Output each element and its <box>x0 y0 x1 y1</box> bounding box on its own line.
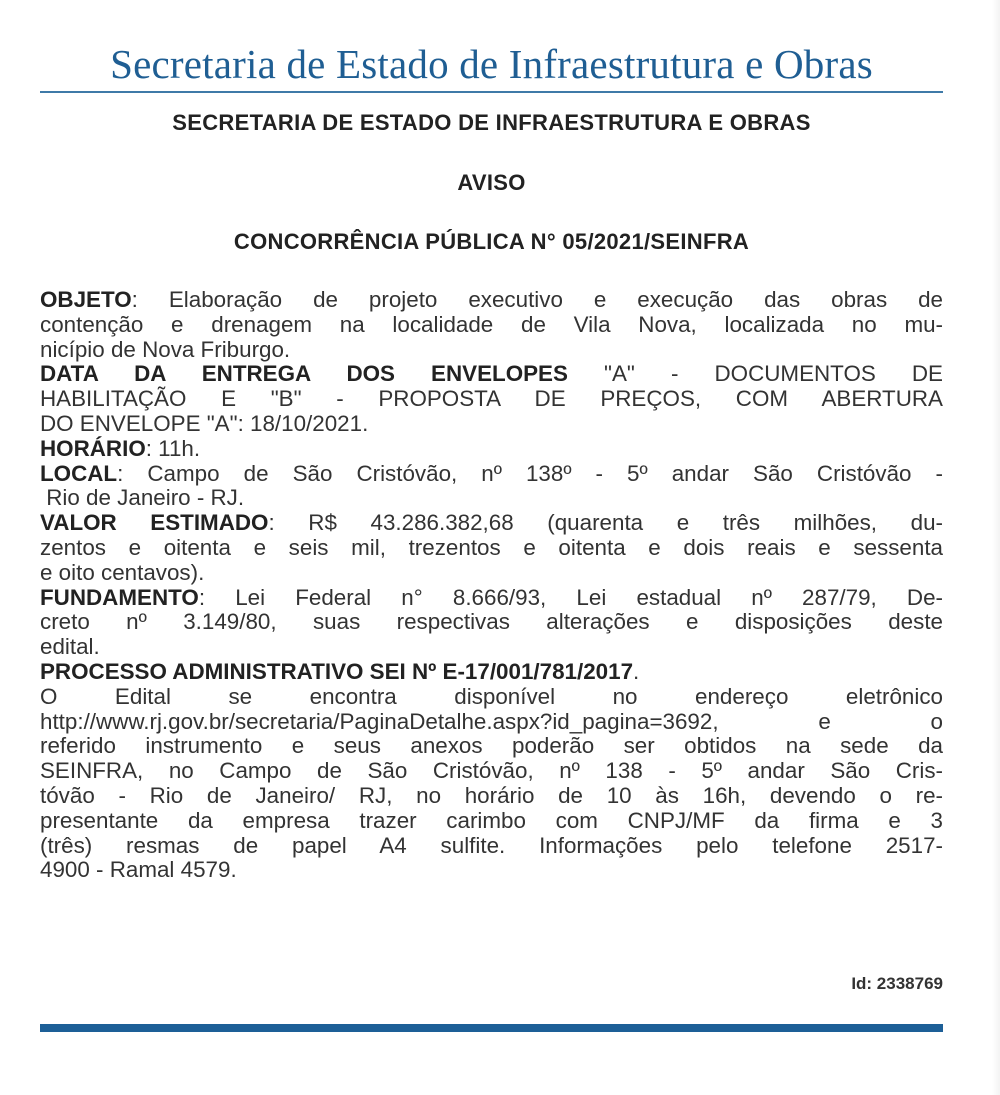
edital-line-5: tóvão - Rio de Janeiro/ RJ, no horário de 10 às 16h, devendo o re- <box>40 782 943 808</box>
masthead-title: Secretaria de Estado de Infraestrutura e Obras <box>110 41 873 87</box>
data-entrega-line-2: HABILITAÇÃO E "B" - PROPOSTA DE PREÇOS, COM ABERTURA <box>40 386 943 412</box>
masthead-divider <box>40 91 943 93</box>
local-line-1: LOCAL: Campo de São Cristóvão, nº 138º - 5º andar São Cristóvão - <box>40 460 943 486</box>
horario-label: HORÁRIO <box>40 435 146 461</box>
procurement-heading: CONCORRÊNCIA PÚBLICA N° 05/2021/SEINFRA <box>233 229 750 254</box>
processo-label: PROCESSO ADMINISTRATIVO SEI Nº E-17/001/781/2017 <box>40 658 634 684</box>
objeto-line-2: contenção e drenagem na localidade de Vila Nova, localizada no mu- <box>40 311 943 337</box>
edital-line-8: 4900 - Ramal 4579. <box>40 857 237 883</box>
edital-line-6: presentante da empresa trazer carimbo com CNPJ/MF da firma e 3 <box>40 807 943 833</box>
notice-type-heading: AVISO <box>457 170 526 195</box>
edital-line-7: (três) resmas de papel A4 sulfite. Informações pelo telefone 2517- <box>40 832 943 858</box>
footer-divider <box>40 1024 943 1032</box>
agency-heading: SECRETARIA DE ESTADO DE INFRAESTRUTURA E OBRAS <box>172 110 811 135</box>
valor-label: VALOR ESTIMADO <box>40 510 269 536</box>
notice-body <box>40 288 943 883</box>
edital-line-3: referido instrumento e seus anexos poderão ser obtidos na sede da <box>40 733 943 759</box>
valor-line-1: VALOR ESTIMADO: R$ 43.286.382,68 (quarenta e três milhões, du- <box>40 510 943 536</box>
edital-url-line: http://www.rj.gov.br/secretaria/PaginaDetalhe.aspx?id_pagina=3692, e o <box>40 708 943 734</box>
objeto-line-3: nicípio de Nova Friburgo. <box>40 336 291 362</box>
valor-line-2: zentos e oitenta e seis mil, trezentos e oitenta e dois reais e sessenta <box>40 534 943 560</box>
fundamento-line-3: edital. <box>40 634 100 660</box>
edital-line-4: SEINFRA, no Campo de São Cristóvão, nº 138 - 5º andar São Cris- <box>40 758 943 784</box>
fundamento-line-2: creto nº 3.149/80, suas respectivas alterações e disposições deste <box>40 609 943 635</box>
masthead <box>40 38 943 93</box>
processo-line: PROCESSO ADMINISTRATIVO SEI Nº E-17/001/781/2017. <box>40 658 640 684</box>
objeto-line-1: OBJETO: Elaboração de projeto executivo e execução das obras de <box>40 287 943 312</box>
data-entrega-line-1: DATA DA ENTREGA DOS ENVELOPES "A" - DOCUMENTOS DE <box>40 361 943 387</box>
fundamento-label: FUNDAMENTO <box>40 584 199 610</box>
document-id: Id: 2338769 <box>851 974 943 993</box>
data-entrega-line-3: DO ENVELOPE "A": 18/10/2021. <box>40 410 369 436</box>
fundamento-line-1: FUNDAMENTO: Lei Federal n° 8.666/93, Lei estadual nº 287/79, De- <box>40 584 943 610</box>
objeto-label: OBJETO <box>40 287 132 312</box>
local-line-2: Rio de Janeiro - RJ. <box>40 485 245 511</box>
horario-line: HORÁRIO: 11h. <box>40 435 201 461</box>
page-edge <box>992 0 1000 1095</box>
local-label: LOCAL <box>40 460 118 486</box>
edital-line-1: O Edital se encontra disponível no endereço eletrônico <box>40 683 943 709</box>
data-entrega-label: DATA DA ENTREGA DOS ENVELOPES <box>40 361 568 387</box>
valor-line-3: e oito centavos). <box>40 559 205 585</box>
